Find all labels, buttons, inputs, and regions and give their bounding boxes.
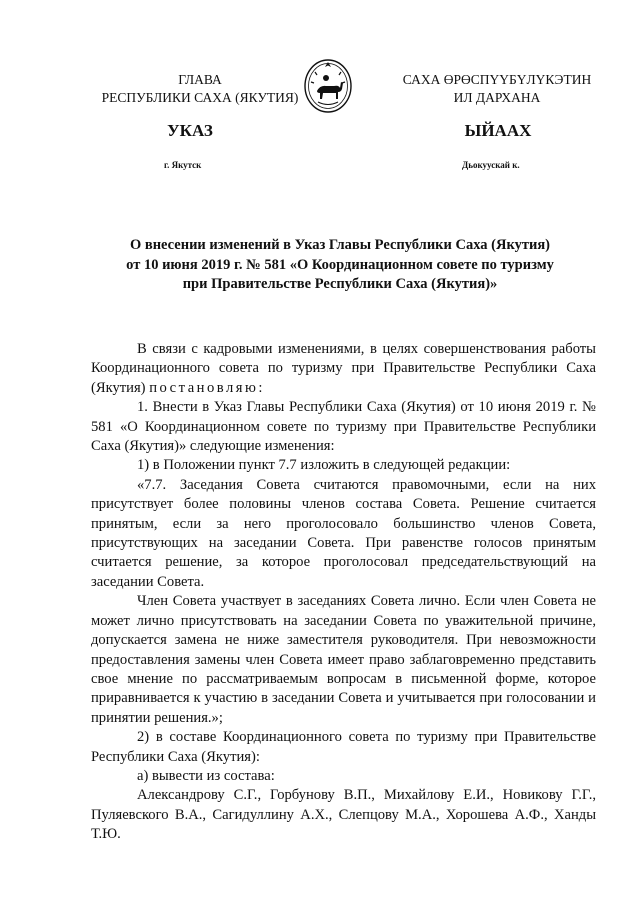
title-line1: О внесении изменений в Указ Главы Республики Саха (Якутия): [129, 237, 551, 253]
paragraph-subitem-2: 2) в составе Координационного совета по туризму при Правительстве Республики Саха (Якутия):: [91, 729, 596, 765]
document-title: [80, 236, 600, 295]
title-line3: при Правительстве Республики Саха (Якутия)»: [182, 276, 498, 292]
coat-of-arms-icon: [303, 58, 353, 114]
preamble-text: В связи с кадровыми изменениями, в целях совершенствования работы Координационного совета по туризму при Правительстве Республики Саха (Якутия): [91, 341, 596, 396]
header-left-line2: РЕСПУБЛИКИ САХА (ЯКУТИЯ): [101, 90, 299, 105]
paragraph-clause-7-7: «7.7. Заседания Совета считаются правомочными, если на них присутствует более половины членов состава Совета. Решение считается принятым, если за него проголосовало большинство членов Совета, присутствующих на заседании Совета. При равенстве голосов принятым считается решение, за которое проголосовал председательствующий на заседании Совета.: [91, 476, 596, 590]
decree-label-ru: УКАЗ: [167, 121, 213, 140]
title-line2: от 10 июня 2019 г. № 581 «О Координационном совете по туризму: [126, 256, 554, 273]
city-sakha: Дьокуускай к.: [462, 160, 520, 170]
paragraph-member-participation: Член Совета участвует в заседаниях Совета лично. Если член Совета не может лично присутствовать на заседании Совета по уважительной причине, допускается замена не ниже заместителя руководителя. При невозможности предоставления замены член Совета имеет право заблаговременно представить свое мнение по рассматриваемым вопросам в письменной форме, которое приравнивается к участию в заседании Совета и учитывается при голосовании и принятии решения.»;: [91, 593, 596, 726]
header-right-line1: САХА ӨРӨСПҮҮБҮЛҮКЭТИН: [402, 72, 592, 87]
city-ru: г. Якутск: [164, 160, 202, 170]
paragraph-removed-members: Александрову С.Г., Горбунову В.П., Михайлову Е.И., Новикову Г.Г., Пуляевского В.А., Сагидуллину А.Х., Слепцову М.А., Хорошева А.Ф., Ханды Т.Ю.: [91, 787, 596, 843]
header-left-line1: ГЛАВА: [178, 72, 222, 87]
document-body: [91, 340, 596, 845]
paragraph-item-1: 1. Внести в Указ Главы Республики Саха (Якутия) от 10 июня 2019 г. № 581 «О Координационном совете по туризму при Правительстве Республики Саха (Якутия)» следующие изменения:: [91, 399, 596, 455]
header-right: [382, 71, 612, 107]
preamble-resolution: постановляю:: [149, 379, 265, 396]
header-left: [80, 71, 320, 107]
header-right-line2: ИЛ ДАРХАНА: [453, 90, 541, 105]
paragraph-preamble: [91, 340, 596, 398]
paragraph-subitem-a: а) вывести из состава:: [137, 767, 275, 784]
paragraph-subitem-1: 1) в Положении пункт 7.7 изложить в следующей редакции:: [137, 457, 511, 474]
decree-label-sakha: ЫЙААХ: [464, 121, 532, 140]
